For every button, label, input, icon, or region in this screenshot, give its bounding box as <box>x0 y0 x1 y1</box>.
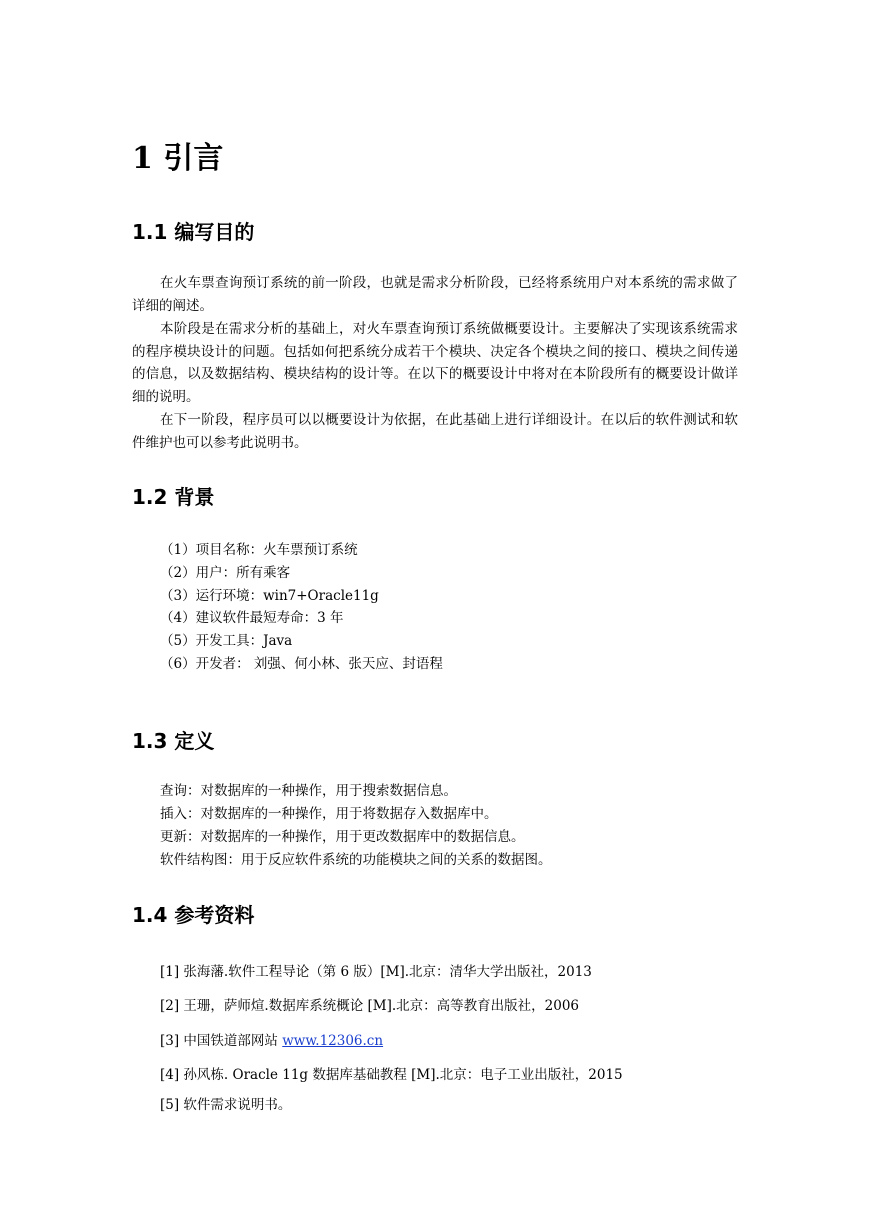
reference-item: [4] 孙风栋. Oracle 11g 数据库基础教程 [M].北京：电子工业出版社，2015 <box>160 1067 623 1083</box>
paragraph-purpose-3: 在下一阶段，程序员可以以概要设计为依据，在此基础上进行详细设计。在以后的软件测试和软件维护也可以参考此说明书。 <box>132 412 738 451</box>
reference-item <box>160 1030 383 1053</box>
reference-link[interactable]: www.12306.cn <box>282 1033 384 1049</box>
chapter-title: 1 引言 <box>132 141 224 176</box>
definition-item: 更新：对数据库的一种操作，用于更改数据库中的数据信息。 <box>160 829 525 845</box>
section-heading-1-2: 1.2 背景 <box>132 485 215 509</box>
list-item: （3）运行环境：win7+Oracle11g <box>160 588 379 604</box>
section-heading-1-4: 1.4 参考资料 <box>132 903 255 927</box>
list-item: （1）项目名称：火车票预订系统 <box>160 542 358 558</box>
section-heading-1-1: 1.1 编写目的 <box>132 220 255 244</box>
paragraph-purpose-1: 在火车票查询预订系统的前一阶段，也就是需求分析阶段，已经将系统用户对本系统的需求做了详细的阐述。 <box>132 275 738 314</box>
definition-item: 插入：对数据库的一种操作，用于将数据存入数据库中。 <box>160 806 498 822</box>
reference-item: [1] 张海藩.软件工程导论（第 6 版）[M].北京：清华大学出版社，2013 <box>160 964 592 980</box>
list-item: （4）建议软件最短寿命：3 年 <box>160 610 344 626</box>
definition-item: 查询：对数据库的一种操作，用于搜索数据信息。 <box>160 783 457 799</box>
list-item: （6）开发者： 刘强、何小林、张天应、封语程 <box>160 656 443 672</box>
list-item: （2）用户：所有乘客 <box>160 565 291 581</box>
paragraph-purpose-2: 本阶段是在需求分析的基础上，对火车票查询预订系统做概要设计。主要解决了实现该系统需求的程序模块设计的问题。包括如何把系统分成若干个模块、决定各个模块之间的接口、模块之间传递的信息，以及数据结构、模块结构的设计等。在以下的概要设计中将对在本阶段所有的概要设计做详细的说明。 <box>132 321 738 406</box>
list-item: （5）开发工具：Java <box>160 633 293 649</box>
reference-text: [3] 中国铁道部网站 <box>160 1033 283 1049</box>
reference-item: [2] 王珊，萨师煊.数据库系统概论 [M].北京：高等教育出版社，2006 <box>160 998 580 1014</box>
section-heading-1-3: 1.3 定义 <box>132 729 215 753</box>
reference-item: [5] 软件需求说明书。 <box>160 1097 292 1113</box>
definition-item: 软件结构图：用于反应软件系统的功能模块之间的关系的数据图。 <box>160 852 552 868</box>
